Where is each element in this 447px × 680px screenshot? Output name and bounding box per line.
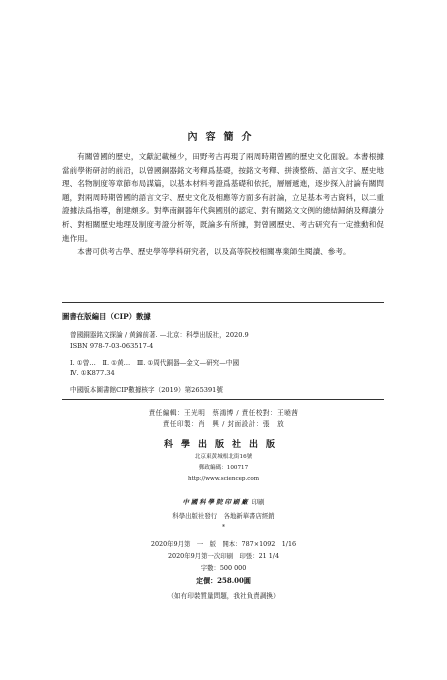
cip-classification-1: Ⅰ. ①曾… Ⅱ. ①黄… Ⅲ. ①周代銅器—金文—研究—中國 [70,359,240,367]
printer-name: 中國科學院印刷廠 [182,498,250,506]
printer-line [0,497,447,506]
production-credits: 責任印製：肖 興 / 封面設計：張 放 [162,420,285,428]
quality-notice: （如有印裝質量問題，我社負責調換） [167,592,280,600]
editor-credits: 責任編輯：王光明 蔡鴻博 / 責任校對：王曉茜 [148,409,299,417]
edition-format: 2020年9月第 一 版 開本：787×1092 1/16 [150,540,297,548]
cip-classification-2: Ⅳ. ①K877.34 [70,369,115,377]
divider-top [62,302,384,303]
distribution-line: 科學出版社發行 各地新華書店經銷 [172,512,275,520]
intro-title: 內容簡介 [187,132,260,143]
cip-record-number: 中國版本圖書館CIP數據核字（2019）第265391號 [70,386,223,394]
printing-sheets: 2020年9月第一次印刷 印張：21 1/4 [167,552,280,560]
cip-isbn: ISBN 978-7-03-063517-4 [70,342,154,350]
publisher-postcode: 郵政編碼：100717 [198,465,249,471]
intro-text [62,150,384,259]
cip-title-line: 曾國銅器銘文探論 / 黄錦前著. —北京：科學出版社，2020.9 [70,331,249,339]
publisher-address: 北京東黃城根北街16號 [194,454,253,460]
intro-paragraph-1: 有關曾國的歷史，文獻記載極少，田野考古再現了兩周時期曾國的歷史文化面貌。本書根據當前學術研討的前沿，以曾國銅器銘文考釋爲基礎，按銘文考釋、拼湊整飭、語言文字、歷史地理、名物制度等章節布局謀篇，以基本材料考證爲基礎和依托，層層遞進，逐步探入討論有關問題，對兩周時期曾國的語言文字、歷史文化及相應等方面多有討論，立足基本考古資料，以二重證據法爲指導，創建頗多。對準南銅器年代與國別的認定、對有關銘文文例的總結歸納及釋讀分析、對相關歷史地理及制度考證分析等，既論多有所據，對曾國歷史、考古研究有一定推動和促進作用。 [62,152,384,243]
printer-suffix: 印刷 [251,498,265,506]
publisher-website: http://www.sciencep.com [187,476,260,482]
publisher-name: 科學出版社出版 [163,440,283,450]
separator-star: * [222,524,225,531]
price: 定價：258.00圓 [196,576,251,585]
cip-heading: 圖書在版編目（CIP）數據 [62,312,151,321]
intro-paragraph-2: 本書可供考古學、歷史學等學科研究者，以及高等院校相關專業師生閱讀、參考。 [77,247,351,257]
word-count: 字數：500 000 [200,564,247,572]
divider-bottom [62,399,384,400]
